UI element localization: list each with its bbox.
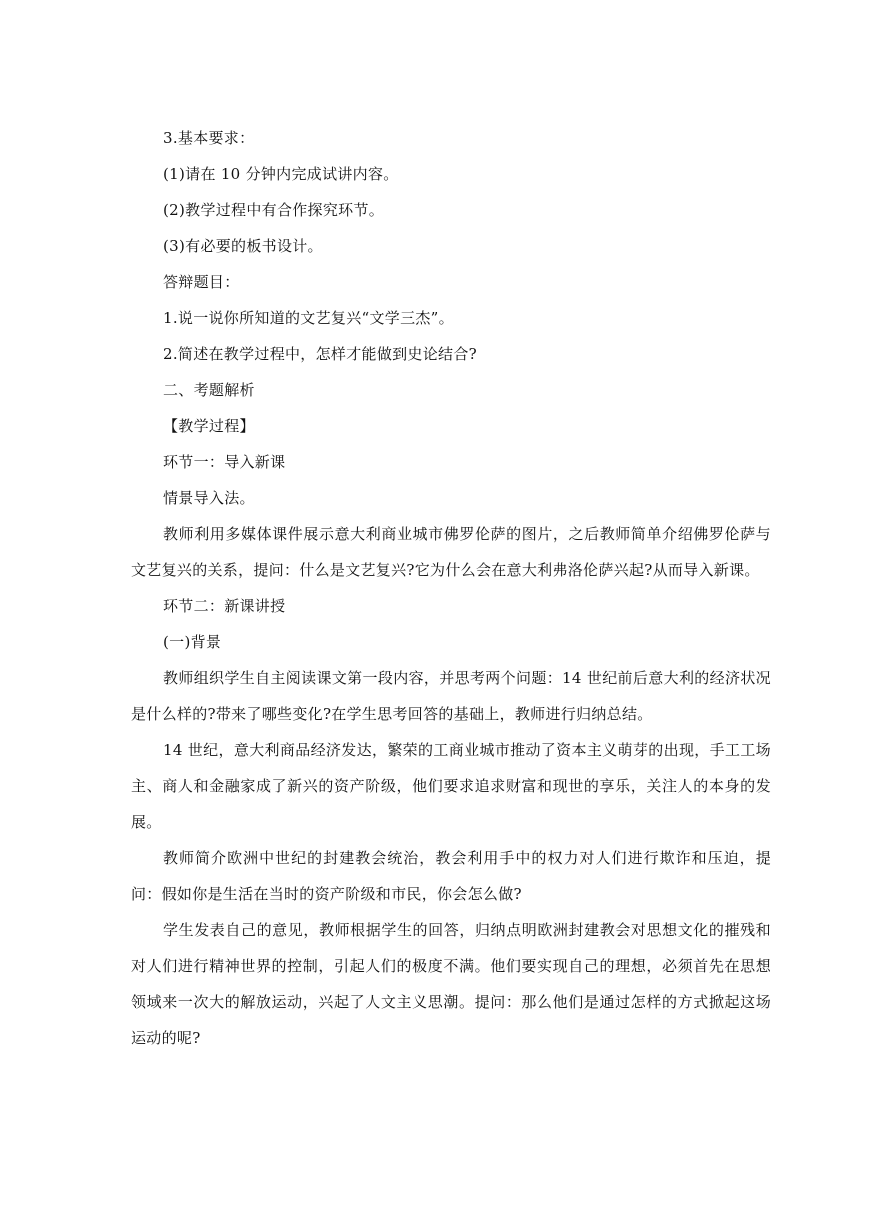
stage-2-heading: 环节二：新课讲授 (163, 597, 286, 615)
stage-1-method: 情景导入法。 (163, 489, 255, 507)
stage-1-heading: 环节一：导入新课 (163, 453, 286, 471)
stage-1-paragraph: 教师利用多媒体课件展示意大利商业城市佛罗伦萨的图片，之后教师简单介绍佛罗伦萨与文艺复兴的关系，提问：什么是文艺复兴?它为什么会在意大利弗洛伦萨兴起?从而导入新课。 (131, 525, 771, 579)
background-paragraph-3: 教师简介欧洲中世纪的封建教会统治，教会利用手中的权力对人们进行欺诈和压迫，提问：假如你是生活在当时的资产阶级和市民，你会怎么做? (131, 849, 771, 903)
section-heading-analysis: 二、考题解析 (163, 381, 255, 399)
defense-questions-heading: 答辩题目： (163, 273, 240, 291)
background-heading: (一)背景 (163, 633, 222, 651)
requirement-2: (2)教学过程中有合作探究环节。 (163, 201, 385, 219)
requirement-1: (1)请在 10 分钟内完成试讲内容。 (163, 165, 399, 183)
background-paragraph-2: 14 世纪，意大利商品经济发达，繁荣的工商业城市推动了资本主义萌芽的出现，手工工场主、商人和金融家成了新兴的资产阶级，他们要求追求财富和现世的享乐，关注人的本身的发展。 (131, 741, 771, 831)
background-paragraph-4: 学生发表自己的意见，教师根据学生的回答，归纳点明欧洲封建教会对思想文化的摧残和对人们进行精神世界的控制，引起人们的极度不满。他们要实现自己的理想，必须首先在思想领域来一次大的解放运动，兴起了人文主义思潮。提问：那么他们是通过怎样的方式掀起这场运动的呢? (131, 921, 771, 1047)
defense-question-1: 1.说一说你所知道的文艺复兴“文学三杰”。 (163, 309, 454, 327)
teaching-process-heading: 【教学过程】 (163, 417, 255, 435)
requirements-heading: 3.基本要求： (163, 129, 255, 147)
document-body (131, 120, 771, 1056)
defense-question-2: 2.简述在教学过程中，怎样才能做到史论结合? (163, 345, 477, 363)
requirement-3: (3)有必要的板书设计。 (163, 237, 323, 255)
background-paragraph-1: 教师组织学生自主阅读课文第一段内容，并思考两个问题：14 世纪前后意大利的经济状况是什么样的?带来了哪些变化?在学生思考回答的基础上，教师进行归纳总结。 (131, 669, 771, 723)
